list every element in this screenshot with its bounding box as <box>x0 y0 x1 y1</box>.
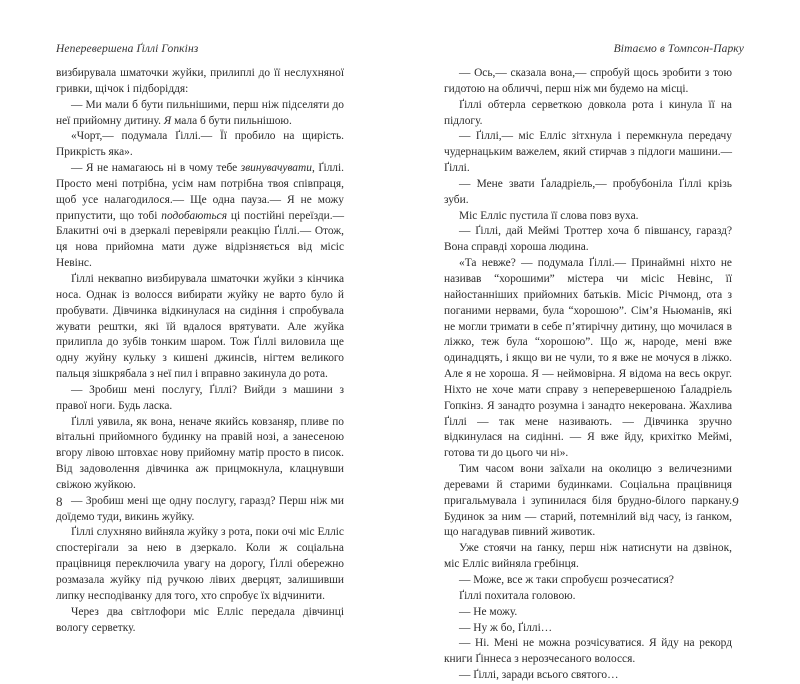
text-run: ці постійні переїзди.— Блакитні очі в дзеркалі перевіряли реакцію Ґіллі.— Отож, ця нова прийомна мати дуже відрізняється від місіс Невінс. <box>56 209 344 270</box>
text-run: мала б бути пильнішою. <box>171 114 292 127</box>
paragraph: Ґіллі уявила, як вона, неначе якийсь ковзаняр, пливе по вітальні прийомного будинку на правій нозі, а занесеною вгору лівою штовхає нову прийомну матір просто в писок. Від задоволення дівчинка аж прицмокнула, клацнувши свіжою жуйкою. <box>56 415 344 491</box>
paragraph: — Ґіллі, дай Меймі Троттер хоча б півшансу, гаразд? Вона справді хороша людина. <box>444 225 732 254</box>
paragraph: — Ні. Мені не можна розчісуватися. Я йду на рекорд книги Ґіннеса з нерозчесаного волосся. <box>444 637 732 666</box>
paragraph: Уже стоячи на ґанку, перш ніж натиснути на дзвінок, міс Елліс вийняла гребінця. <box>444 542 732 571</box>
paragraph: — Зробиш мені ще одну послугу, гаразд? Перш ніж ми доїдемо туди, викинь жуйку. <box>56 494 344 523</box>
paragraph <box>56 98 344 130</box>
paragraph: Ґіллі обтерла серветкою довкола рота і кинула її на підлогу. <box>444 98 732 127</box>
text-run: , Ґіллі. Просто мені потрібна, усім нам потрібна твоя співпраця, щоб усе налагодилося.— Ще одна пауза.— Я не можу припустити, що тобі <box>56 162 344 222</box>
left-page <box>0 0 400 634</box>
emphasis-text: звинувачувати <box>240 162 312 175</box>
paragraph: «Чорт,— подумала Ґіллі.— Її пробило на щирість. Прикрість яка». <box>56 130 344 159</box>
right-page <box>400 0 800 682</box>
paragraph: Ґіллі неквапно визбирувала шматочки жуйки з кінчика носа. Однак із волосся вибирати жуйку не варто було й пробувати. Дівчинка відкинулася на сидіння і спробувала жувати рештки, які їй вдалося врятувати. Але жуйка прилипла до зубів тонким шаром. Тож Ґіллі виловила ще одну жуйну кульку з кишені джинсів, нігтем великого пальця зішкрябала з неї пил і вправно закинула до рота. <box>56 272 344 381</box>
paragraph: визбирувала шматочки жуйки, прилиплі до її неслухняної гривки, щічок і підборіддя: <box>56 67 344 95</box>
running-head-book-title: Неперевершена Ґіллі Гопкінз <box>56 43 199 55</box>
paragraph: — Мене звати Ґаладріель,— пробубоніла Ґіллі крізь зуби. <box>444 177 732 206</box>
right-page-body <box>444 66 732 684</box>
emphasis-text: Я <box>163 114 172 127</box>
page-number: 9 <box>732 494 739 509</box>
paragraph: — Не можу. <box>459 605 518 618</box>
paragraph: — Зробиш мені послугу, Ґіллі? Вийди з машини з правої ноги. Будь ласка. <box>56 383 344 412</box>
paragraph: Тим часом вони заїхали на околицю з величезними деревами й старими будинками. Соціальна працівниця пригальмувала і зупинилася біля брудно-білого паркану. Будинок за ним — старий, потемнілий від часу, із ґанком, що нагадував пивний животик. <box>444 463 732 539</box>
paragraph: — Ось,— сказала вона,— спробуй щось зробити з тою гидотою на обличчі, перш ніж ми будемо на місці. <box>444 67 732 95</box>
page-number: 8 <box>56 494 63 509</box>
paragraph: — Може, все ж таки спробуєш розчесатися? <box>459 574 674 586</box>
paragraph: Через два світлофори міс Елліс передала дівчинці вологу серветку. <box>56 605 344 634</box>
paragraph: — Ну ж бо, Ґіллі… <box>459 621 553 634</box>
paragraph: «Та невже? — подумала Ґіллі.— Принаймні ніхто не називав “хорошими” містера чи місіс Невінс, її найостанніших прийомних батьків. Місіс Річмонд, ота з поганими нервами, була “хорошою”. Сім’я Ньюманів, які не могли тримати в себе п’ятирічну дитину, що мочилася в ліжко, теж була “хорошою”. Що ж, народе, мені вже одинадцять, і якщо ви не чули, то я вже не мочуся в ліжко. Але я не хороша. Я — неймовірна. Я відома на весь округ. Ніхто не хоче мати справу з неперевершеною Ґаладріель Гопкінз. Я занадто розумна і занадто некерована. Жахлива Ґіллі — так мене називають. — Дівчинка зручно відкинулася на сидінні. — Я вже йду, крихітко Меймі, готова ти до цього чи ні». <box>444 257 732 460</box>
paragraph: Міс Елліс пустила її слова повз вуха. <box>459 209 639 222</box>
paragraph: Ґіллі слухняно вийняла жуйку з рота, поки очі міс Елліс спостерігали за нею в дзеркало. Коли ж соціальна працівниця переключила увагу на дорогу, Ґіллі обережно розмазала жуйку під ручкою лівих дверцят, залишивши липку несподіванку для того, хто спробує їх відчинити. <box>56 526 344 602</box>
text-run: — Я не намагаюсь ні в чому тебе <box>71 162 241 175</box>
emphasis-text: подобаються <box>161 209 228 222</box>
paragraph: Ґіллі похитала головою. <box>459 589 576 602</box>
text-run: — Ми мали б бути пильнішими, перш ніж підселяти до неї прийомну дитину. <box>56 98 344 127</box>
paragraph: — Ґіллі, заради всього святого… <box>459 669 619 682</box>
paragraph: — Ґіллі,— міс Елліс зітхнула і перемкнула передачу чудернацьким важелем, який стирчав з підлоги машини.— Ґіллі. <box>444 130 732 175</box>
paragraph <box>56 161 344 272</box>
running-head-chapter-title: Вітаємо в Томпсон-Парку <box>613 43 744 55</box>
